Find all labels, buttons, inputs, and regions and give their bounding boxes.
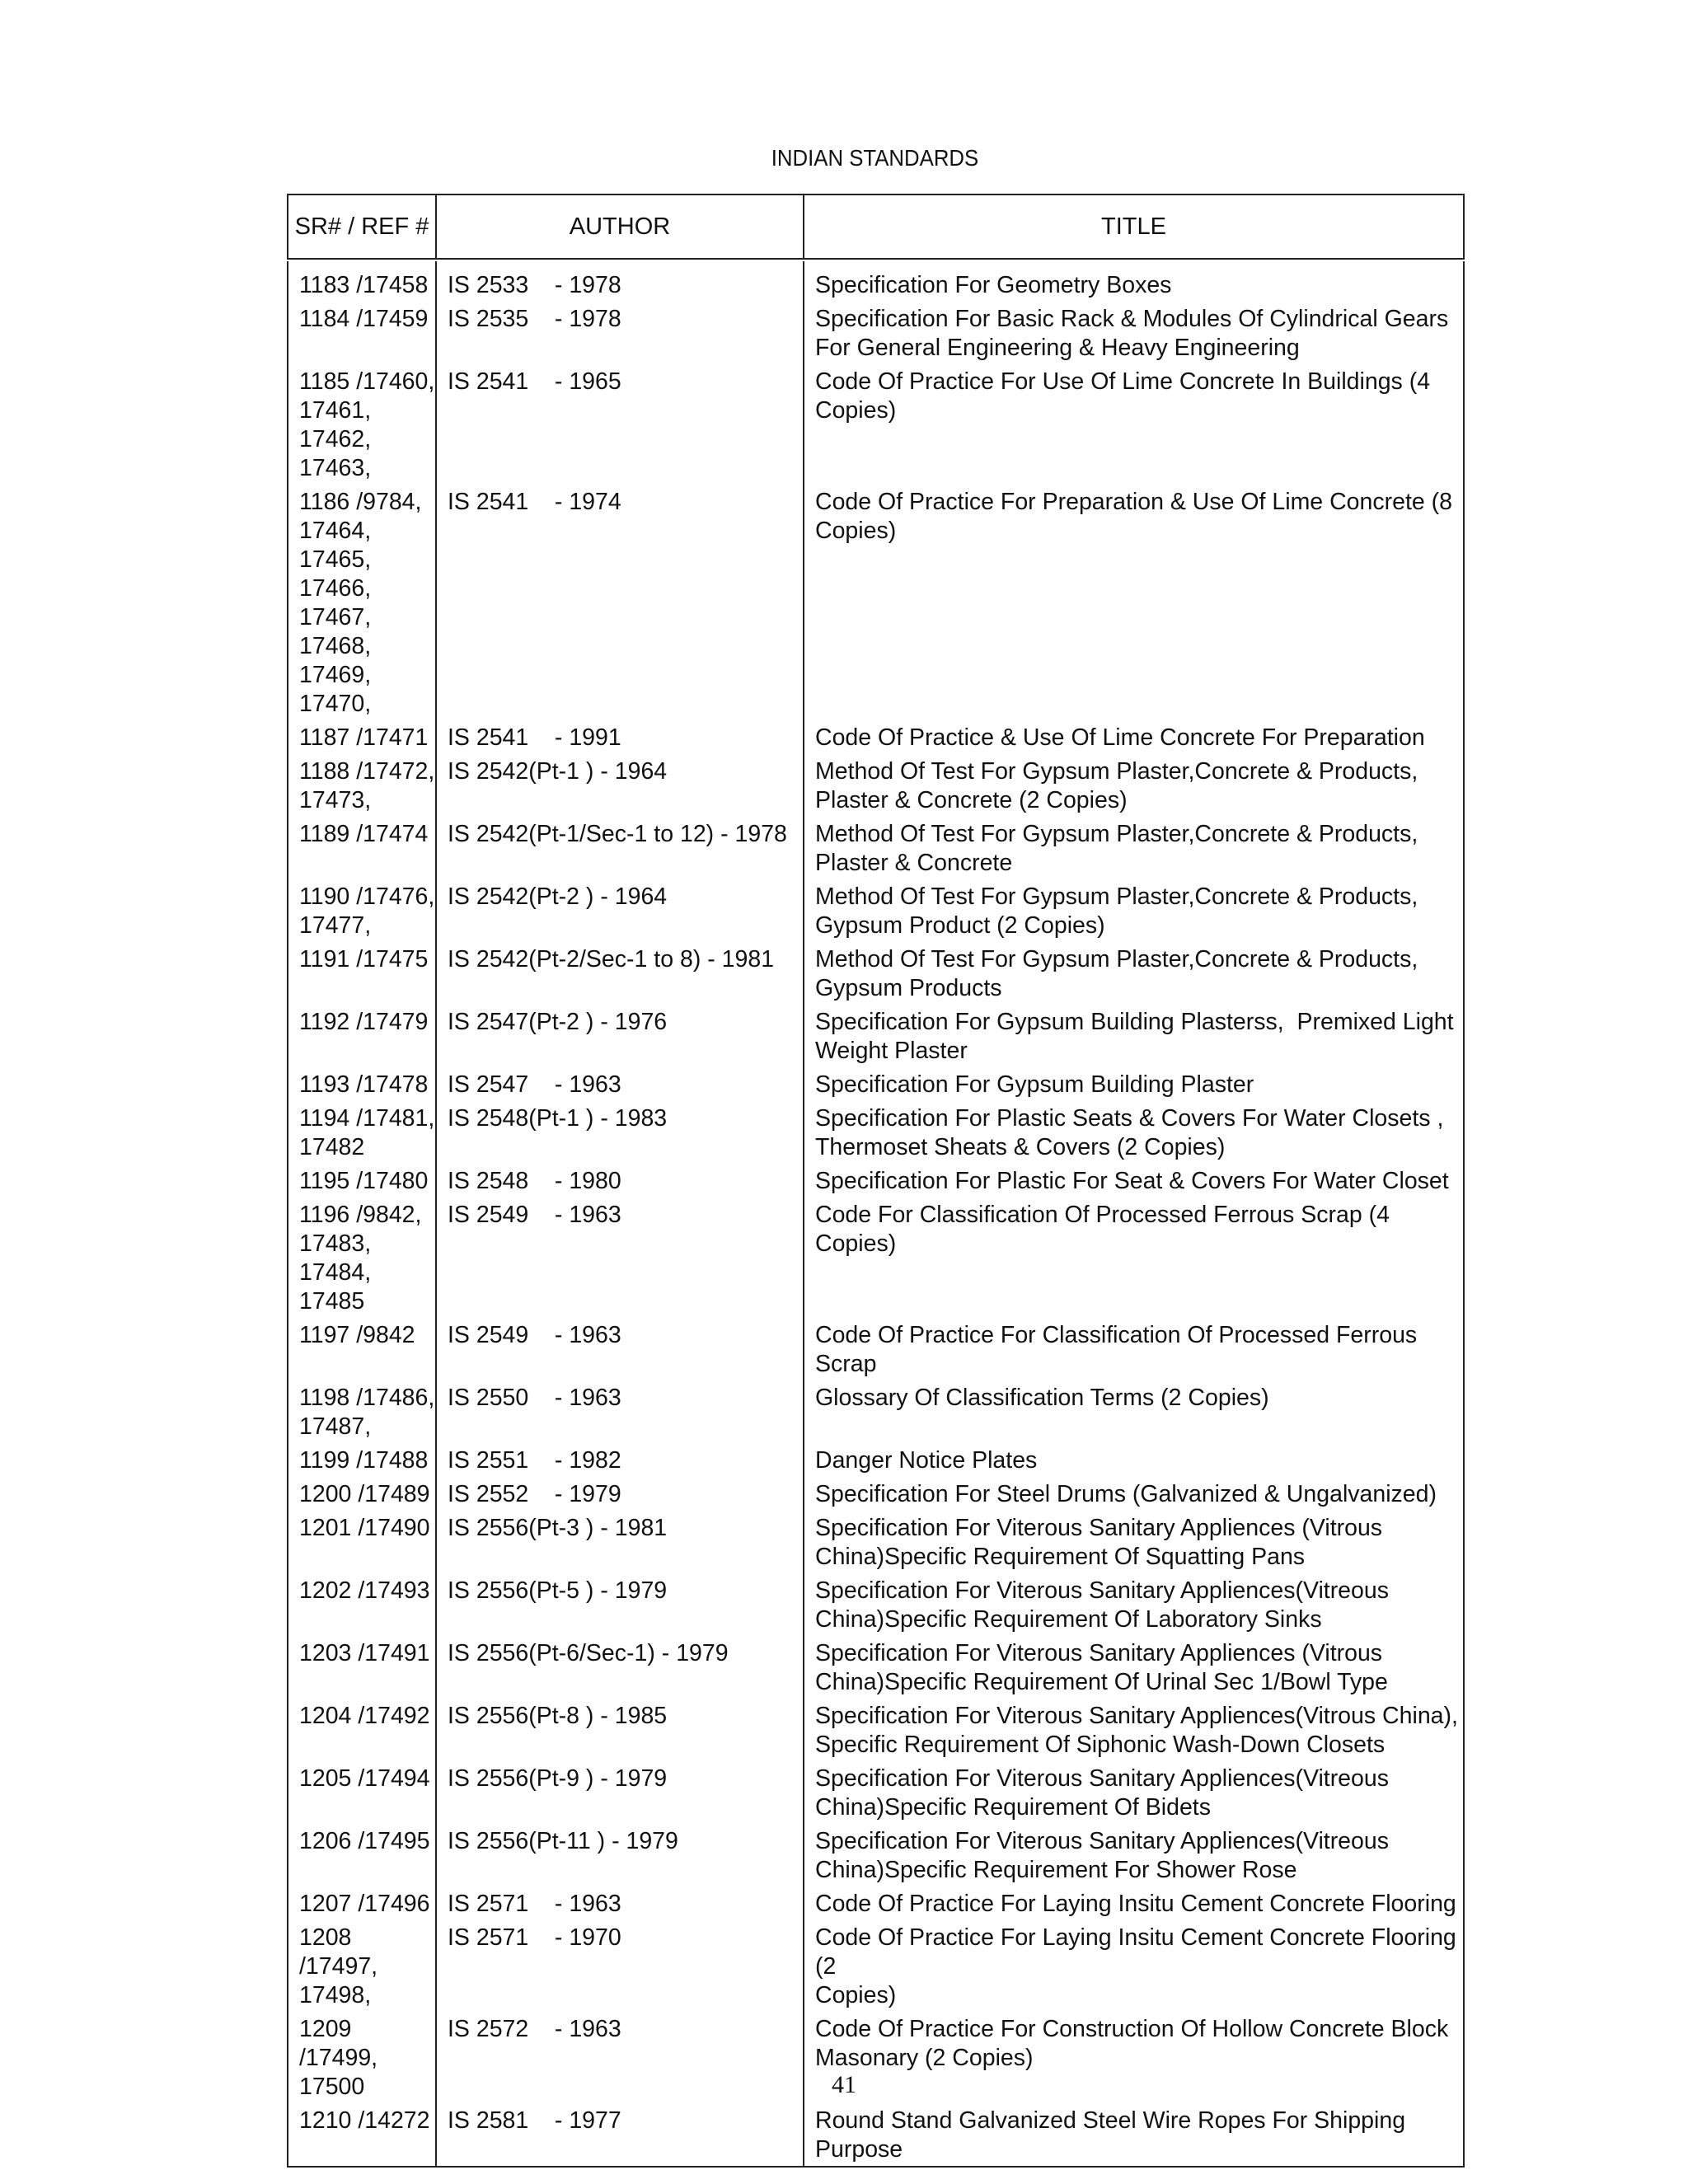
- cell-title: Code Of Practice For Construction Of Hollow Concrete Block Masonary (2 Copies): [804, 2015, 1464, 2107]
- cell-title: Specification For Viterous Sanitary Appliences (Vitrous China)Specific Requirement Of Squatting Pans: [804, 1514, 1464, 1577]
- cell-sr-ref: 1195 /17480: [288, 1167, 436, 1201]
- cell-author: IS 2571 - 1963: [436, 1890, 804, 1924]
- cell-author: IS 2548(Pt-1 ) - 1983: [436, 1104, 804, 1167]
- cell-title: Specification For Steel Drums (Galvanized & Ungalvanized): [804, 1480, 1464, 1514]
- cell-author: IS 2548 - 1980: [436, 1167, 804, 1201]
- table-row: [288, 757, 1464, 820]
- table-row: [288, 945, 1464, 1008]
- cell-title: Round Stand Galvanized Steel Wire Ropes For Shipping Purpose: [804, 2107, 1464, 2167]
- cell-title: Method Of Test For Gypsum Plaster,Concrete & Products, Gypsum Products: [804, 945, 1464, 1008]
- cell-title: Specification For Viterous Sanitary Appliences(Vitrous China), Specific Requirement Of Siphonic Wash-Down Closets: [804, 1702, 1464, 1765]
- cell-sr-ref: 1206 /17495: [288, 1827, 436, 1890]
- cell-sr-ref: 1184 /17459: [288, 305, 436, 368]
- cell-sr-ref: 1210 /14272: [288, 2107, 436, 2167]
- table-row: [288, 883, 1464, 945]
- cell-sr-ref: 1193 /17478: [288, 1071, 436, 1104]
- cell-sr-ref: 1200 /17489: [288, 1480, 436, 1514]
- cell-title: Code Of Practice For Preparation & Use Of Lime Concrete (8 Copies): [804, 488, 1464, 724]
- cell-author: IS 2542(Pt-2 ) - 1964: [436, 883, 804, 945]
- cell-title: Method Of Test For Gypsum Plaster,Concrete & Products, Plaster & Concrete: [804, 820, 1464, 883]
- cell-sr-ref: 1205 /17494: [288, 1765, 436, 1827]
- table-row: [288, 1384, 1464, 1446]
- cell-title: Specification For Basic Rack & Modules Of Cylindrical Gears For General Engineering & Heavy Engineering: [804, 305, 1464, 368]
- cell-sr-ref: 1197 /9842: [288, 1321, 436, 1384]
- cell-author: IS 2581 - 1977: [436, 2107, 804, 2167]
- cell-author: IS 2549 - 1963: [436, 1321, 804, 1384]
- table-row: [288, 1577, 1464, 1639]
- cell-sr-ref: 1190 /17476, 17477,: [288, 883, 436, 945]
- cell-title: Code Of Practice For Classification Of Processed Ferrous Scrap: [804, 1321, 1464, 1384]
- cell-title: Method Of Test For Gypsum Plaster,Concrete & Products, Gypsum Product (2 Copies): [804, 883, 1464, 945]
- table-row: [288, 1446, 1464, 1480]
- cell-author: IS 2533 - 1978: [436, 261, 804, 305]
- cell-sr-ref: 1201 /17490: [288, 1514, 436, 1577]
- cell-title: Specification For Viterous Sanitary Appliences(Vitreous China)Specific Requirement For Shower Rose: [804, 1827, 1464, 1890]
- table-row: [288, 261, 1464, 305]
- cell-author: IS 2541 - 1974: [436, 488, 804, 724]
- cell-author: IS 2556(Pt-11 ) - 1979: [436, 1827, 804, 1890]
- page-number: 41: [832, 2071, 856, 2098]
- cell-title: Specification For Viterous Sanitary Appliences(Vitreous China)Specific Requirement Of Laboratory Sinks: [804, 1577, 1464, 1639]
- cell-title: Code Of Practice For Laying Insitu Cement Concrete Flooring (2 Copies): [804, 1924, 1464, 2015]
- cell-author: IS 2572 - 1963: [436, 2015, 804, 2107]
- cell-author: IS 2551 - 1982: [436, 1446, 804, 1480]
- standards-table: [287, 261, 1465, 2168]
- table-row: [288, 1514, 1464, 1577]
- header-row: [288, 194, 1464, 259]
- table-row: [288, 1201, 1464, 1321]
- header-author: AUTHOR: [436, 194, 804, 259]
- table-header: [287, 194, 1465, 260]
- cell-author: IS 2549 - 1963: [436, 1201, 804, 1321]
- cell-sr-ref: 1196 /9842, 17483, 17484, 17485: [288, 1201, 436, 1321]
- table-row: [288, 1167, 1464, 1201]
- cell-author: IS 2547(Pt-2 ) - 1976: [436, 1008, 804, 1071]
- cell-title: Method Of Test For Gypsum Plaster,Concrete & Products, Plaster & Concrete (2 Copies): [804, 757, 1464, 820]
- cell-sr-ref: 1199 /17488: [288, 1446, 436, 1480]
- cell-title: Specification For Plastic For Seat & Covers For Water Closet: [804, 1167, 1464, 1201]
- cell-title: Specification For Viterous Sanitary Appliences (Vitrous China)Specific Requirement Of Urinal Sec 1/Bowl Type: [804, 1639, 1464, 1702]
- cell-sr-ref: 1187 /17471: [288, 724, 436, 757]
- cell-author: IS 2535 - 1978: [436, 305, 804, 368]
- table-row: [288, 1702, 1464, 1765]
- cell-sr-ref: 1188 /17472, 17473,: [288, 757, 436, 820]
- table-row: [288, 1071, 1464, 1104]
- cell-title: Glossary Of Classification Terms (2 Copies): [804, 1384, 1464, 1446]
- cell-author: IS 2542(Pt-1/Sec-1 to 12) - 1978: [436, 820, 804, 883]
- cell-title: Code Of Practice & Use Of Lime Concrete For Preparation: [804, 724, 1464, 757]
- table-row: [288, 305, 1464, 368]
- cell-author: IS 2547 - 1963: [436, 1071, 804, 1104]
- table-row: [288, 1924, 1464, 2015]
- cell-sr-ref: 1204 /17492: [288, 1702, 436, 1765]
- table-row: [288, 1321, 1464, 1384]
- cell-author: IS 2556(Pt-9 ) - 1979: [436, 1765, 804, 1827]
- cell-author: IS 2552 - 1979: [436, 1480, 804, 1514]
- cell-title: Specification For Viterous Sanitary Appliences(Vitreous China)Specific Requirement Of Bidets: [804, 1765, 1464, 1827]
- cell-sr-ref: 1191 /17475: [288, 945, 436, 1008]
- table-row: [288, 820, 1464, 883]
- cell-title: Specification For Plastic Seats & Covers For Water Closets , Thermoset Sheats & Covers (2 Copies): [804, 1104, 1464, 1167]
- cell-sr-ref: 1185 /17460, 17461, 17462, 17463,: [288, 368, 436, 488]
- table-row: [288, 2107, 1464, 2167]
- cell-author: IS 2541 - 1965: [436, 368, 804, 488]
- cell-sr-ref: 1183 /17458: [288, 261, 436, 305]
- cell-title: Danger Notice Plates: [804, 1446, 1464, 1480]
- table-row: [288, 368, 1464, 488]
- page-title: INDIAN STANDARDS: [771, 145, 979, 171]
- cell-title: Code Of Practice For Use Of Lime Concrete In Buildings (4 Copies): [804, 368, 1464, 488]
- cell-author: IS 2550 - 1963: [436, 1384, 804, 1446]
- cell-sr-ref: 1186 /9784, 17464, 17465, 17466, 17467, 17468, 17469, 17470,: [288, 488, 436, 724]
- table-row: [288, 1890, 1464, 1924]
- header-sr-ref: SR# / REF #: [288, 194, 436, 259]
- cell-title: Code Of Practice For Laying Insitu Cement Concrete Flooring: [804, 1890, 1464, 1924]
- cell-author: IS 2556(Pt-6/Sec-1) - 1979: [436, 1639, 804, 1702]
- header-title: TITLE: [804, 194, 1464, 259]
- cell-title: Specification For Gypsum Building Plasterss, Premixed Light Weight Plaster: [804, 1008, 1464, 1071]
- cell-author: IS 2556(Pt-3 ) - 1981: [436, 1514, 804, 1577]
- cell-author: IS 2541 - 1991: [436, 724, 804, 757]
- cell-author: IS 2556(Pt-5 ) - 1979: [436, 1577, 804, 1639]
- cell-title: Code For Classification Of Processed Ferrous Scrap (4 Copies): [804, 1201, 1464, 1321]
- cell-author: IS 2542(Pt-1 ) - 1964: [436, 757, 804, 820]
- cell-sr-ref: 1207 /17496: [288, 1890, 436, 1924]
- table-row: [288, 1639, 1464, 1702]
- cell-title: Specification For Gypsum Building Plaster: [804, 1071, 1464, 1104]
- cell-sr-ref: 1192 /17479: [288, 1008, 436, 1071]
- cell-author: IS 2556(Pt-8 ) - 1985: [436, 1702, 804, 1765]
- table-row: [288, 488, 1464, 724]
- cell-sr-ref: 1189 /17474: [288, 820, 436, 883]
- table-row: [288, 1827, 1464, 1890]
- cell-sr-ref: 1202 /17493: [288, 1577, 436, 1639]
- cell-sr-ref: 1198 /17486, 17487,: [288, 1384, 436, 1446]
- table-row: [288, 724, 1464, 757]
- cell-author: IS 2542(Pt-2/Sec-1 to 8) - 1981: [436, 945, 804, 1008]
- cell-author: IS 2571 - 1970: [436, 1924, 804, 2015]
- cell-sr-ref: 1194 /17481, 17482: [288, 1104, 436, 1167]
- cell-sr-ref: 1209 /17499, 17500: [288, 2015, 436, 2107]
- table-row: [288, 1008, 1464, 1071]
- table-row: [288, 1480, 1464, 1514]
- cell-sr-ref: 1208 /17497, 17498,: [288, 1924, 436, 2015]
- table-row: [288, 1104, 1464, 1167]
- table-body: [288, 261, 1464, 2167]
- cell-title: Specification For Geometry Boxes: [804, 261, 1464, 305]
- table-row: [288, 1765, 1464, 1827]
- cell-sr-ref: 1203 /17491: [288, 1639, 436, 1702]
